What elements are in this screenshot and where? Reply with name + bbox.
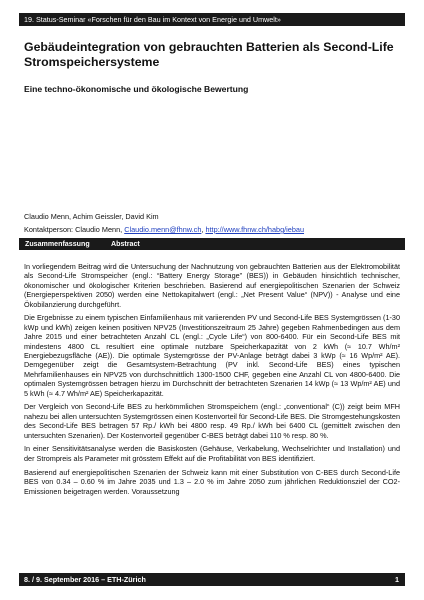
abstract-label-de: Zusammenfassung: [25, 240, 90, 248]
footer-bar: [19, 573, 405, 586]
contact-url-link[interactable]: http://www.fhnw.ch/habg/iebau: [205, 225, 305, 234]
page-number: 1: [395, 575, 399, 584]
paper-subtitle: Eine techno-ökonomische und ökologische Bewertung: [24, 84, 249, 94]
contact-line: [24, 225, 304, 235]
seminar-title: 19. Status-Seminar «Forschen für den Bau im Kontext von Energie und Umwelt»: [24, 15, 281, 24]
footer-date-venue: 8. / 9. September 2016 – ETH-Zürich: [24, 575, 146, 584]
author-list: Claudio Menn, Achim Geissler, David Kim: [24, 212, 159, 221]
abstract-paragraph-1: In vorliegendem Beitrag wird die Untersuchung der Nachnutzung von gebrauchten Batterien aus der Elektromobilität als Second-Life Stromspeicher (engl.: “Battery Energy Storage” (BES)) in Gebäuden hinsichtlich technischer, ökonomischer und ökologischer Kriterien beschrieben. Basierend auf energiepolitischen Szenarien der Schweiz (Energieperspektiven 2050) werden eine Nettokapitalwert (engl.: „Net Present Value“ (NPV)) - Analyse und eine Ökobilanzierung durchgeführt.: [24, 262, 400, 309]
abstract-paragraph-3: Der Vergleich von Second-Life BES zu herkömmlichen Stromspeichern (engl.: „conventional“ (C)) zeigt beim MFH nahezu bei allen untersuchten Systemgrössen einen Kostenvorteil für Second-Life BES. Die Stromgestehungskosten des Second-Life BES betragen 57 Rp./ kWh bei 4800 resp. 49 Rp./ kWh bei 6400 CL (gemittelt zwischen den untersuchten Szenarien). Der Kostenvorteil gegenüber C-BES beträgt dabei 110 % resp. 80 %.: [24, 402, 400, 440]
abstract-body: [24, 262, 400, 500]
contact-prefix: Kontaktperson: Claudio Menn,: [24, 225, 123, 234]
abstract-paragraph-4: In einer Sensitivitätsanalyse werden die Basiskosten (Gehäuse, Verkabelung, Wechselrichter und Installation) und der Strompreis als Parameter mit grösstem Effekt auf die Profitabilität von BES identifiziert.: [24, 444, 400, 463]
contact-email-link[interactable]: Claudio.menn@fhnw.ch: [124, 225, 202, 234]
contact-separator: ,: [201, 225, 204, 234]
abstract-paragraph-2: Die Ergebnisse zu einem typischen Einfamilienhaus mit variierenden PV und Second-Life BES Systemgrössen (1-30 kWp und kWh) zeigen keinen positiven NPV25 (Investitionszeitraum 25 Jahre) gegeben Rahmenbedingen aus dem Jahre 2015 und einer betrachteten Anzahl CL (engl.: „Cycle Life“) von 800-6400. Für ein Second-Life BES mit mindestens 4800 CL resultiert eine optimale nutzbare Speicherkapazität von 2 kWh (≈ 10.7 Wh/m² Energiebezugsfläche (AE)). Die optimale Systemgrösse der PV-Anlage beträgt dabei 3 kWp (≈ 16 Wp/m² AE). Demgegenüber zeigt die Gesamtsystem-Betrachtung (PV inkl. Second-Life BES) eines typischen Mehrfamilienhauses ein NPV25 von durchschnittlich 1300-1500 CHF, gegeben eine Anzahl CL von 4800-6400. Die optimalen Systemgrössen betragen hierzu im Durchschnitt der betrachteten Szenarien 14 kWp (≈ 13 Wp/m² AE) und 5 kWh (≈ 4.7 Wh/m² AE) Speicherkapazität.: [24, 313, 400, 398]
paper-title: Gebäudeintegration von gebrauchten Batterien als Second-Life Stromspeichersysteme: [24, 40, 394, 69]
abstract-paragraph-5: Basierend auf energiepolitischen Szenarien der Schweiz kann mit einer Substitution von C-BES durch Second-Life BES von 0.34 – 0.60 % im Jahre 2035 und 1.3 – 2.0 % im Jahre 2050 zum jährlichen Reduktionsziel der CO2-Emissionen beigetragen werden. Voraussetzung: [24, 467, 400, 496]
abstract-label-en: Abstract: [111, 240, 140, 248]
seminar-header-bar: [19, 13, 405, 26]
abstract-bar: [19, 238, 405, 250]
